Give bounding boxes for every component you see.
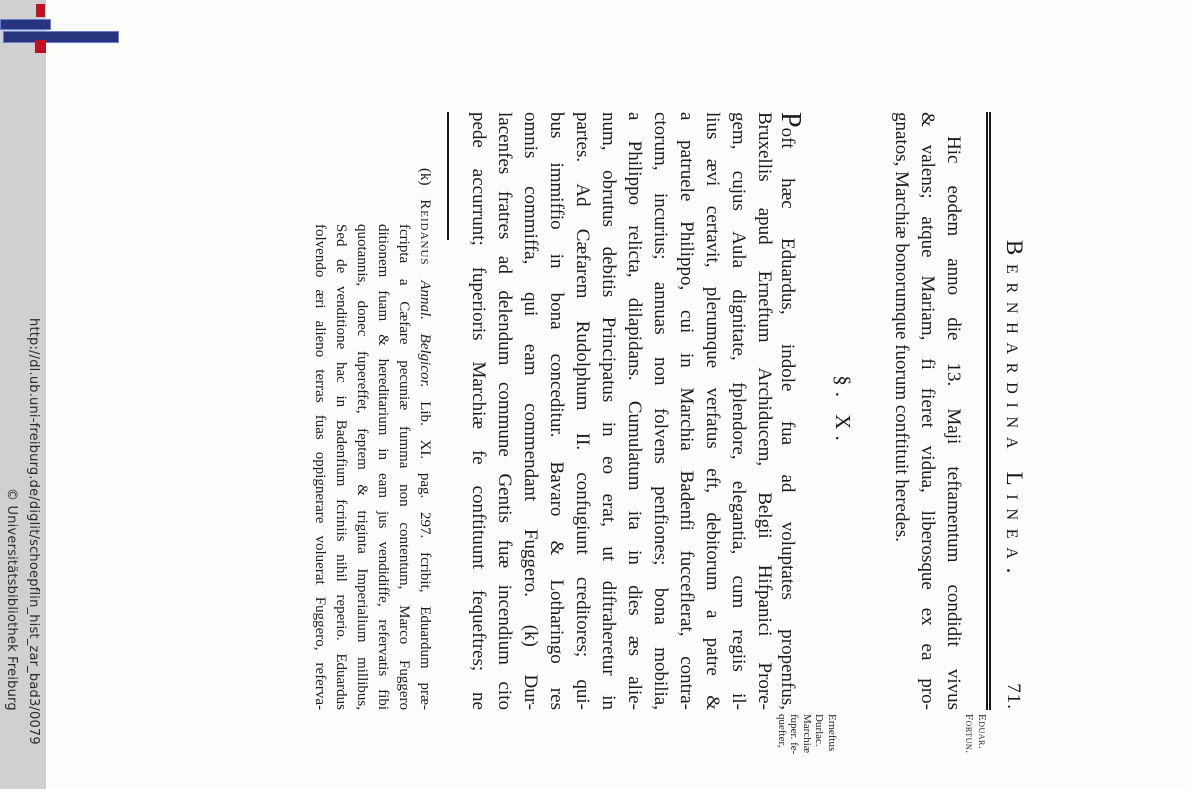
- running-header: [999, 112, 1027, 710]
- footnote-line: Sed de venditione hac in Badenfium fcriniis nihil reperio. Eduardus: [333, 224, 349, 710]
- section-heading: §. X.: [831, 375, 855, 447]
- paragraph-testament: [888, 112, 966, 710]
- text-line: num, obrutus debitis Principatus in eo erat, ut diftraheretur in: [598, 112, 619, 710]
- text-line: a Philippo relicta, dilapidans. Cumulatum ita in dies æs alie-: [624, 112, 645, 710]
- text-line-rest: oft hæc Eduardus, indole fua ad voluptates propenfus,: [777, 127, 798, 710]
- text-line: bus immiffio in bona conceditur. Bavaro & Lotharingo res: [546, 112, 567, 710]
- copyright-text: © Universitätsbibliothek Freiburg: [4, 488, 19, 711]
- text-line: [775, 112, 806, 710]
- running-header-title: Bernhardina Linea.: [1002, 239, 1027, 583]
- margin-note-line: Durlac.: [813, 714, 826, 747]
- logo-blue-bar-short: [0, 19, 51, 30]
- margin-note-line: Marchiæ: [801, 714, 813, 754]
- footnote-line: quotannis, donec fupereffet, feptem & triginta Imperialium millibus,: [354, 224, 370, 710]
- text-line: a patruele Philippo, cui in Marchia Badenfi fucceflerat, contra-: [676, 112, 697, 710]
- source-url-text: http://dl.ub.uni-freiburg.de/diglit/schoepflin_hist_zar_bad3/0079: [26, 318, 41, 745]
- text-line: ctorum, incurius; annuas non folvens penfiones; bona mobilia,: [650, 112, 671, 710]
- page-number: 71.: [1003, 683, 1024, 710]
- footnote-line-rest: Lib. XI. pag. 297. fcribit, Eduardum præ-: [417, 401, 433, 710]
- header-double-rule: [986, 112, 991, 710]
- drop-cap-initial: P: [775, 112, 806, 128]
- text-line: gnatos, Marchiæ bonorumque fuorum conftituit heredes.: [891, 112, 912, 543]
- margin-note-eduar-fortun: [963, 714, 988, 784]
- text-line: & valens; atque Mariam, fi fieret vidua, liberosque ex ea pro-: [917, 112, 938, 710]
- footnote-marker: (k): [417, 168, 433, 200]
- logo-blue-bar-long: [3, 31, 119, 43]
- footnote-line: folvendo æri alieno terras fuas oppignerare voluerat Fuggero, referva-: [312, 224, 328, 710]
- text-line: Bruxellis apud Erneftum Archiducem, Belgii Hifpanici Prore-: [754, 112, 775, 710]
- paragraph-eduardus: [465, 112, 806, 710]
- margin-note-line: Erneftus: [826, 714, 838, 752]
- text-line: omnis commiffa, qui eam commendant Fuggero. (k) Dur-: [520, 112, 541, 710]
- logo-red-square-top: [36, 4, 45, 17]
- margin-note-line: fuper. fe-: [788, 714, 801, 755]
- text-line: pede accurrunt; fuperioris Marchiæ fe conftituunt fequeftres; ne: [468, 112, 489, 710]
- scanned-page: [46, 0, 1190, 789]
- footnote-work-title: Annal. Belgicor.: [417, 280, 433, 402]
- footnote-block: [309, 168, 435, 710]
- margin-note-line: quefter,: [776, 714, 788, 748]
- margin-note-ernestus: [776, 714, 839, 784]
- margin-note-line: Fortun.: [963, 714, 976, 754]
- text-line: lacenfes fratres ad delendum commune Gentis fuæ incendium cito: [494, 112, 515, 710]
- footnote-line: ditionem fuam & hereditarium in eam jus vendidiffe, refervatis fibi: [375, 224, 391, 710]
- text-line: partes. Ad Cæfarem Rudolphum II. confugiunt creditores; qui-: [572, 112, 593, 710]
- logo-red-square-bottom: [35, 40, 46, 53]
- footnote-line: fcripta a Cæfare pecuniæ fumma non contentum, Marco Fuggero: [396, 224, 412, 710]
- text-line: Hic eodem anno die 13. Maji teftamentum condidit vivus: [943, 136, 964, 710]
- margin-note-line: Eduar.: [976, 714, 988, 750]
- footnote-rule: [447, 112, 449, 240]
- footnote-author: Reidanus: [417, 199, 433, 281]
- footnote-line: [414, 168, 435, 710]
- text-line: gem, cujus Aula dignitate, fplendore, elegantia, cum regiis il-: [728, 112, 749, 710]
- page-text-block: [309, 112, 1190, 710]
- text-line: lius ævi certavit, plerumque verfatus eft, debitorum a patre &: [702, 112, 723, 710]
